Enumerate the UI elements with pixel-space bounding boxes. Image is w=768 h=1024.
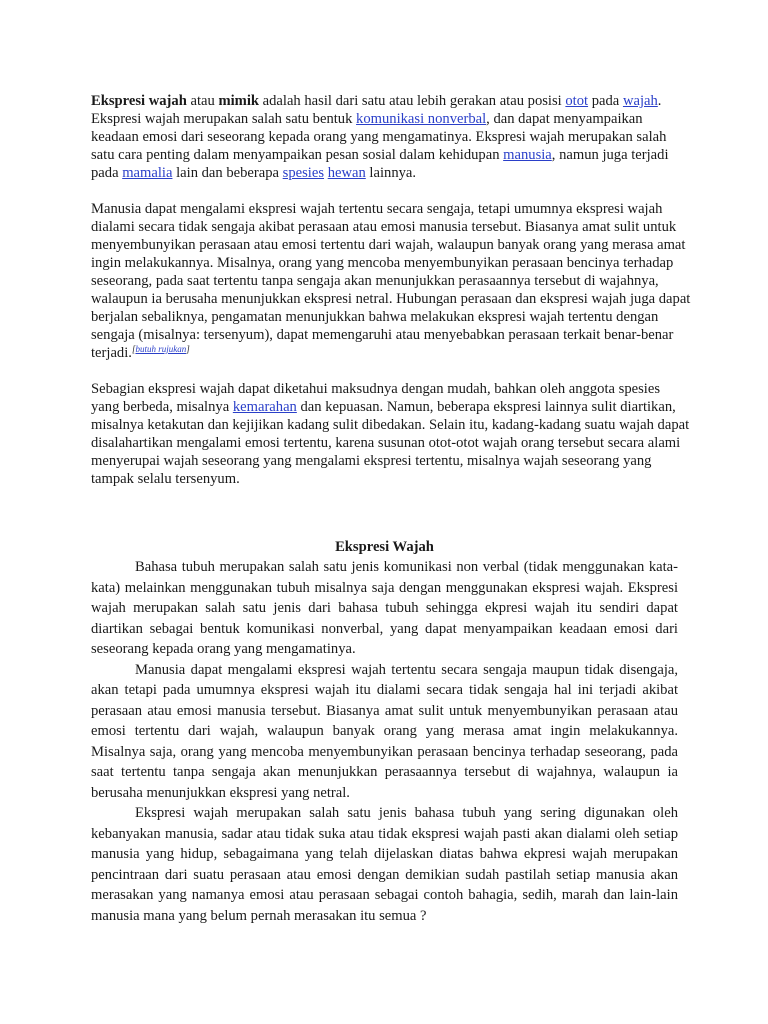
- wiki-paragraph-3: [91, 380, 691, 488]
- link-butuh-rujukan[interactable]: butuh rujukan: [135, 344, 187, 354]
- text: Manusia dapat mengalami ekspresi wajah tertentu secara sengaja, tetapi umumnya ekspresi wajah dialami secara tidak sengaja akibat perasaan atau emosi manusia tersebut. Biasanya amat sulit untuk menyembunyikan perasaan atau emosi tertentu dari wajah, walaupun banyak orang yang merasa amat ingin melakukannya. Misalnya, orang yang mencoba menyembunyikan perasaan bencinya terhadap seseorang, pada saat tertentu tanpa sengaja akan menunjukkan perasaannya tersebut di wajahnya, walaupun ia berusaha menunjukkan ekspresi netral. Hubungan perasaan dan ekspresi wajah juga dapat berjalan sebaliknya, pengamatan menunjukkan bahwa melakukan ekspresi wajah tertentu dengan sengaja (misalnya: tersenyum), dapat memengaruhi atau menyebabkan perasaan terkait benar-benar terjadi.: [91, 201, 691, 361]
- text: atau: [186, 93, 219, 109]
- cite-bracket: [: [131, 344, 136, 354]
- text: . Ekspresi wajah merupakan salah satu bentuk: [91, 93, 662, 127]
- link-otot[interactable]: otot: [565, 93, 589, 109]
- text: , namun juga terjadi pada: [91, 147, 669, 181]
- link-spesies[interactable]: spesies: [282, 165, 325, 181]
- essay-paragraph-3: Ekspresi wajah merupakan salah satu jenis bahasa tubuh yang sering digunakan oleh kebanyakan manusia, sadar atau tidak suka atau tidak ekspresi wajah pasti akan dialami oleh setiap manusia yang hidup, sebagaimana yang telah dijelaskan diatas bahwa ekpresi wajah merupakan pencintraan dari suatu perasaan atau emosi dengan demikian sudah pastilah setiap manusia akan merasakan yang namanya emosi atau perasaan sebagai contoh bahagia, sedih, marah dan lain-lain manusia mana yang belum pernah merasakan itu semua ?: [91, 805, 678, 924]
- text: adalah hasil dari satu atau lebih gerakan atau posisi: [259, 93, 566, 109]
- text: dan kepuasan. Namun, beberapa ekspresi lainnya sulit diartikan, misalnya ketakutan dan kejijikan kadang sulit dibedakan. Selain itu, kadang-kadang suatu wajah dapat disalahartikan mengalami emosi tertentu, karena susunan otot-otot wajah orang tersebut secara alami menyerupai wajah seseorang yang mengalami ekspresi tertentu, misalnya wajah seseorang yang tampak selalu tersenyum.: [91, 399, 690, 487]
- text: , dan dapat menyampaikan keadaan emosi dari seseorang kepada orang yang mengamatinya. Ekspresi wajah merupakan salah satu cara penting dalam menyampaikan pesan sosial dalam kehidupan: [91, 111, 667, 163]
- term-ekspresi-wajah: Ekspresi wajah: [91, 93, 187, 109]
- text: Sebagian ekspresi wajah dapat diketahui maksudnya dengan mudah, bahkan oleh anggota spesies yang berbeda, misalnya: [91, 381, 660, 415]
- link-hewan[interactable]: hewan: [327, 165, 366, 181]
- link-kemarahan[interactable]: kemarahan: [232, 399, 297, 415]
- essay-title: Ekspresi Wajah: [335, 539, 434, 555]
- link-komunikasi-nonverbal[interactable]: komunikasi nonverbal: [356, 111, 487, 127]
- citation-needed: [132, 344, 190, 354]
- link-mamalia[interactable]: mamalia: [122, 165, 173, 181]
- wiki-excerpt: [91, 92, 691, 506]
- essay-paragraph-2: Manusia dapat mengalami ekspresi wajah tertentu secara sengaja maupun tidak disengaja, akan tetapi pada umumnya ekspresi wajah itu dialami secara tidak sengaja hal ini terjadi akibat perasaan atau emosi manusia tersebut. Biasanya amat sulit untuk menyembunyikan perasaan atau emosi tertentu dari wajah, walaupun banyak orang yang merasa amat ingin melakukannya. Misalnya saja, orang yang mencoba menyembunyikan perasaan bencinya terhadap seseorang, pada saat tertentu tanpa sengaja akan menunjukkan perasaannya tersebut di wajahnya, walaupun ia berusaha menunjukkan ekspresi yang netral.: [91, 661, 678, 801]
- link-manusia[interactable]: manusia: [503, 147, 552, 163]
- essay-paragraph-1: Bahasa tubuh merupakan salah satu jenis komunikasi non verbal (tidak menggunakan kata-kata) melainkan menggunakan tubuh misalnya saja dengan menggunakan ekspresi wajah. Ekspresi wajah merupakan salah satu jenis dari bahasa tubuh sehingga ekpresi wajah itu sendiri dapat diartikan sebagai bentuk komunikasi nonverbal, yang dapat menyampaikan keadaan emosi dari seseorang kepada orang yang mengamatinya.: [91, 559, 678, 657]
- wiki-paragraph-1: [91, 92, 691, 182]
- essay-section: [91, 538, 678, 926]
- wiki-paragraph-2: [91, 200, 691, 362]
- text: lainnya.: [365, 165, 417, 181]
- link-wajah[interactable]: wajah: [622, 93, 658, 109]
- text: pada: [588, 93, 623, 109]
- cite-bracket: ]: [186, 344, 190, 354]
- text: lain dan beberapa: [172, 165, 283, 181]
- term-mimik: mimik: [218, 93, 259, 109]
